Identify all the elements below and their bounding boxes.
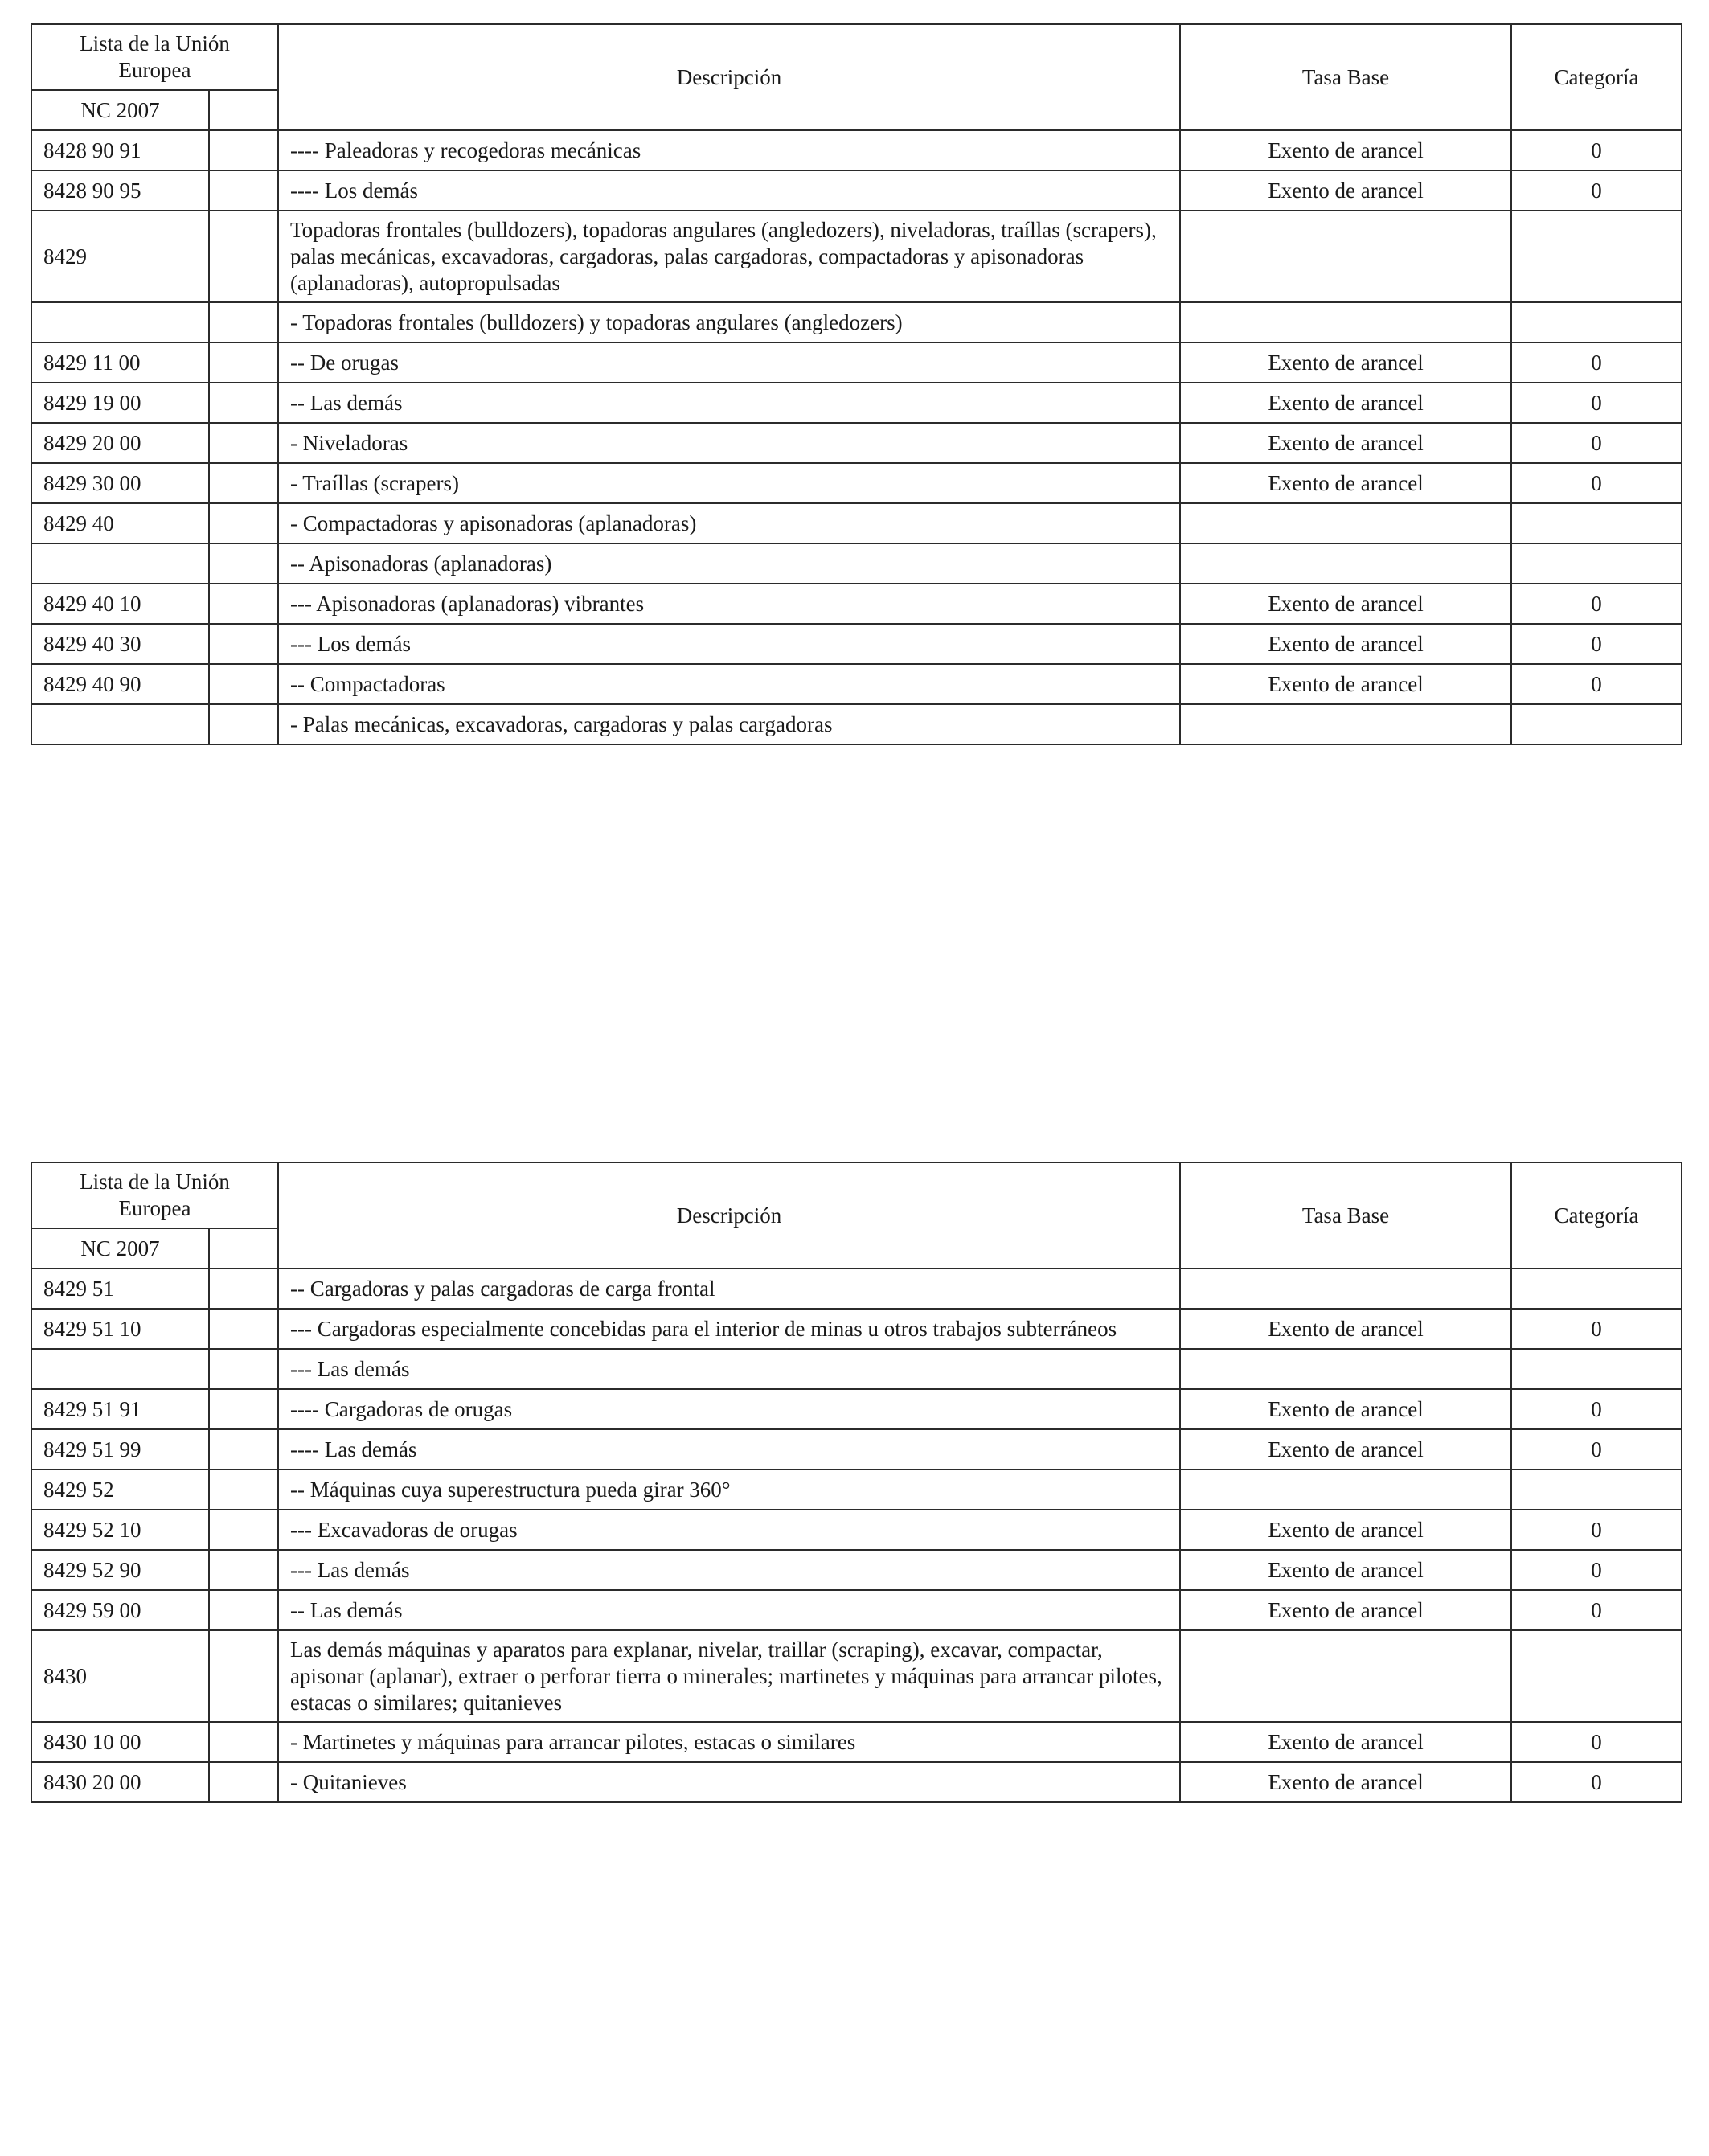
table-row [31, 543, 1682, 584]
cell-categoria: 0 [1511, 1550, 1682, 1590]
cell-empty [209, 211, 278, 302]
cell-categoria [1511, 302, 1682, 342]
cell-tasa-base [1180, 211, 1511, 302]
cell-categoria: 0 [1511, 1309, 1682, 1349]
table-row [31, 463, 1682, 503]
cell-empty [209, 704, 278, 744]
cell-tasa-base: Exento de arancel [1180, 1510, 1511, 1550]
cell-tasa-base: Exento de arancel [1180, 584, 1511, 624]
cell-code [31, 704, 209, 744]
cell-categoria: 0 [1511, 664, 1682, 704]
cell-code: 8429 52 10 [31, 1510, 209, 1550]
table-row [31, 624, 1682, 664]
cell-empty [209, 664, 278, 704]
header-empty-cell [209, 1228, 278, 1269]
cell-code: 8430 10 00 [31, 1722, 209, 1762]
cell-tasa-base: Exento de arancel [1180, 1590, 1511, 1630]
cell-categoria [1511, 211, 1682, 302]
cell-empty [209, 1469, 278, 1510]
cell-code: 8428 90 91 [31, 130, 209, 170]
cell-empty [209, 543, 278, 584]
table-row [31, 584, 1682, 624]
cell-description: Topadoras frontales (bulldozers), topadoras angulares (angledozers), niveladoras, traíllas (scrapers), palas mecánicas, excavadoras, cargadoras, palas cargadoras, compactadoras y apisonadoras (aplanadoras), autopropulsadas [278, 211, 1180, 302]
cell-code [31, 543, 209, 584]
cell-description: -- Las demás [278, 383, 1180, 423]
table-header [31, 1162, 1682, 1269]
cell-code: 8429 30 00 [31, 463, 209, 503]
table-row [31, 704, 1682, 744]
table-row [31, 1349, 1682, 1389]
cell-empty [209, 383, 278, 423]
cell-empty [209, 1349, 278, 1389]
cell-categoria: 0 [1511, 463, 1682, 503]
cell-empty [209, 584, 278, 624]
cell-categoria [1511, 503, 1682, 543]
cell-description: --- Los demás [278, 624, 1180, 664]
cell-description: - Palas mecánicas, excavadoras, cargadoras y palas cargadoras [278, 704, 1180, 744]
table-header [31, 24, 1682, 130]
cell-tasa-base: Exento de arancel [1180, 130, 1511, 170]
cell-code [31, 1349, 209, 1389]
cell-tasa-base [1180, 1469, 1511, 1510]
header-categoria: Categoría [1511, 1162, 1682, 1269]
cell-empty [209, 1630, 278, 1722]
cell-code: 8429 20 00 [31, 423, 209, 463]
cell-empty [209, 1510, 278, 1550]
cell-description: --- Apisonadoras (aplanadoras) vibrantes [278, 584, 1180, 624]
cell-code: 8430 20 00 [31, 1762, 209, 1802]
table-body [31, 130, 1682, 744]
cell-categoria: 0 [1511, 584, 1682, 624]
cell-description: --- Las demás [278, 1550, 1180, 1590]
cell-empty [209, 1550, 278, 1590]
cell-tasa-base: Exento de arancel [1180, 342, 1511, 383]
cell-categoria: 0 [1511, 170, 1682, 211]
cell-tasa-base: Exento de arancel [1180, 423, 1511, 463]
cell-categoria [1511, 1630, 1682, 1722]
cell-code: 8429 51 10 [31, 1309, 209, 1349]
table-row [31, 1630, 1682, 1722]
cell-tasa-base: Exento de arancel [1180, 1722, 1511, 1762]
header-descripcion: Descripción [278, 24, 1180, 130]
table-body [31, 1269, 1682, 1802]
cell-categoria: 0 [1511, 423, 1682, 463]
cell-description: - Topadoras frontales (bulldozers) y topadoras angulares (angledozers) [278, 302, 1180, 342]
cell-code: 8429 40 30 [31, 624, 209, 664]
cell-empty [209, 624, 278, 664]
table-row [31, 1389, 1682, 1429]
cell-empty [209, 170, 278, 211]
cell-tasa-base: Exento de arancel [1180, 170, 1511, 211]
cell-tasa-base: Exento de arancel [1180, 1762, 1511, 1802]
cell-description: --- Excavadoras de orugas [278, 1510, 1180, 1550]
cell-categoria: 0 [1511, 1429, 1682, 1469]
cell-code: 8429 52 [31, 1469, 209, 1510]
header-descripcion: Descripción [278, 1162, 1180, 1269]
cell-categoria [1511, 1469, 1682, 1510]
header-nc: NC 2007 [31, 1228, 209, 1269]
table-row [31, 302, 1682, 342]
cell-description: -- Apisonadoras (aplanadoras) [278, 543, 1180, 584]
table-row [31, 1469, 1682, 1510]
cell-tasa-base: Exento de arancel [1180, 1309, 1511, 1349]
cell-description: - Niveladoras [278, 423, 1180, 463]
cell-empty [209, 1269, 278, 1309]
cell-categoria: 0 [1511, 1722, 1682, 1762]
cell-categoria: 0 [1511, 624, 1682, 664]
cell-code: 8429 51 99 [31, 1429, 209, 1469]
cell-categoria [1511, 1269, 1682, 1309]
table-row [31, 211, 1682, 302]
tariff-table-2 [31, 1162, 1682, 1803]
cell-tasa-base [1180, 1630, 1511, 1722]
cell-categoria: 0 [1511, 1762, 1682, 1802]
header-tasa-base: Tasa Base [1180, 1162, 1511, 1269]
cell-description: --- Las demás [278, 1349, 1180, 1389]
table-row [31, 1309, 1682, 1349]
table-row [31, 1510, 1682, 1550]
cell-empty [209, 503, 278, 543]
cell-empty [209, 342, 278, 383]
cell-code: 8429 51 [31, 1269, 209, 1309]
cell-categoria: 0 [1511, 342, 1682, 383]
header-nc: NC 2007 [31, 90, 209, 130]
header-lista: Lista de la Unión Europea [31, 1162, 278, 1228]
cell-tasa-base [1180, 1269, 1511, 1309]
cell-description: - Traíllas (scrapers) [278, 463, 1180, 503]
cell-description: ---- Cargadoras de orugas [278, 1389, 1180, 1429]
cell-categoria [1511, 543, 1682, 584]
header-categoria: Categoría [1511, 24, 1682, 130]
cell-code: 8429 11 00 [31, 342, 209, 383]
cell-code: 8430 [31, 1630, 209, 1722]
table-row [31, 170, 1682, 211]
cell-description: -- Cargadoras y palas cargadoras de carga frontal [278, 1269, 1180, 1309]
header-tasa-base: Tasa Base [1180, 24, 1511, 130]
table-row [31, 1590, 1682, 1630]
cell-tasa-base: Exento de arancel [1180, 383, 1511, 423]
cell-code: 8429 51 91 [31, 1389, 209, 1429]
cell-tasa-base: Exento de arancel [1180, 1429, 1511, 1469]
cell-tasa-base [1180, 503, 1511, 543]
header-empty-cell [209, 90, 278, 130]
cell-code: 8429 59 00 [31, 1590, 209, 1630]
cell-empty [209, 1590, 278, 1630]
cell-code: 8429 19 00 [31, 383, 209, 423]
table-row [31, 1762, 1682, 1802]
table-row [31, 664, 1682, 704]
cell-empty [209, 463, 278, 503]
cell-description: - Quitanieves [278, 1762, 1180, 1802]
cell-description: - Compactadoras y apisonadoras (aplanadoras) [278, 503, 1180, 543]
table-row [31, 383, 1682, 423]
cell-tasa-base: Exento de arancel [1180, 664, 1511, 704]
cell-categoria [1511, 1349, 1682, 1389]
cell-tasa-base [1180, 302, 1511, 342]
cell-empty [209, 302, 278, 342]
cell-description: ---- Los demás [278, 170, 1180, 211]
cell-description: - Martinetes y máquinas para arrancar pilotes, estacas o similares [278, 1722, 1180, 1762]
cell-empty [209, 423, 278, 463]
cell-empty [209, 1762, 278, 1802]
table-row [31, 1269, 1682, 1309]
cell-description: ---- Paleadoras y recogedoras mecánicas [278, 130, 1180, 170]
cell-empty [209, 1309, 278, 1349]
cell-empty [209, 1429, 278, 1469]
cell-code: 8429 40 90 [31, 664, 209, 704]
tariff-table-1 [31, 23, 1682, 745]
cell-code [31, 302, 209, 342]
cell-code: 8429 40 10 [31, 584, 209, 624]
cell-tasa-base: Exento de arancel [1180, 1550, 1511, 1590]
cell-categoria: 0 [1511, 1590, 1682, 1630]
cell-tasa-base: Exento de arancel [1180, 1389, 1511, 1429]
cell-categoria: 0 [1511, 130, 1682, 170]
table-row [31, 1722, 1682, 1762]
cell-categoria [1511, 704, 1682, 744]
cell-empty [209, 1722, 278, 1762]
table-row [31, 130, 1682, 170]
cell-code: 8429 52 90 [31, 1550, 209, 1590]
cell-tasa-base [1180, 543, 1511, 584]
cell-categoria: 0 [1511, 383, 1682, 423]
table-row [31, 503, 1682, 543]
cell-empty [209, 1389, 278, 1429]
table-row [31, 1550, 1682, 1590]
cell-description: -- Las demás [278, 1590, 1180, 1630]
cell-categoria: 0 [1511, 1510, 1682, 1550]
table-row [31, 423, 1682, 463]
cell-tasa-base: Exento de arancel [1180, 463, 1511, 503]
cell-description: -- Compactadoras [278, 664, 1180, 704]
cell-empty [209, 130, 278, 170]
cell-code: 8429 40 [31, 503, 209, 543]
cell-tasa-base: Exento de arancel [1180, 624, 1511, 664]
cell-tasa-base [1180, 1349, 1511, 1389]
table-row [31, 1429, 1682, 1469]
cell-description: -- Máquinas cuya superestructura pueda girar 360° [278, 1469, 1180, 1510]
cell-categoria: 0 [1511, 1389, 1682, 1429]
cell-tasa-base [1180, 704, 1511, 744]
table-row [31, 342, 1682, 383]
cell-code: 8429 [31, 211, 209, 302]
header-lista: Lista de la Unión Europea [31, 24, 278, 90]
cell-description: -- De orugas [278, 342, 1180, 383]
cell-code: 8428 90 95 [31, 170, 209, 211]
cell-description: ---- Las demás [278, 1429, 1180, 1469]
cell-description: --- Cargadoras especialmente concebidas para el interior de minas u otros trabajos subterráneos [278, 1309, 1180, 1349]
cell-description: Las demás máquinas y aparatos para explanar, nivelar, traillar (scraping), excavar, compactar, apisonar (aplanar), extraer o perforar tierra o minerales; martinetes y máquinas para arrancar pilotes, estacas o similares; quitanieves [278, 1630, 1180, 1722]
